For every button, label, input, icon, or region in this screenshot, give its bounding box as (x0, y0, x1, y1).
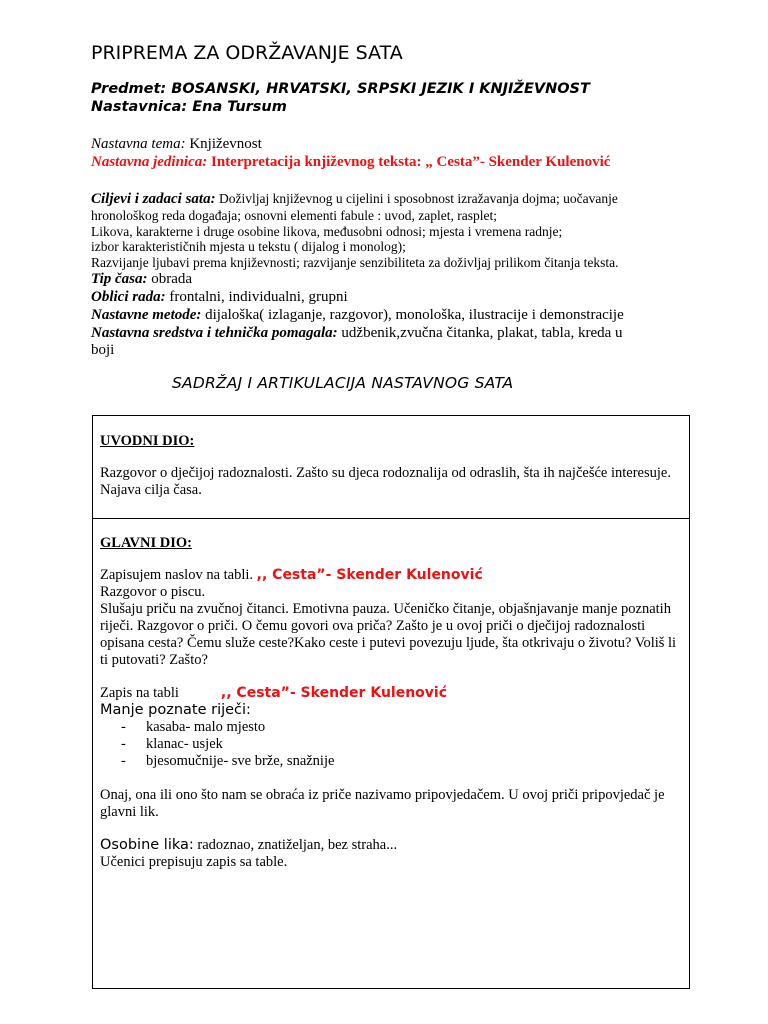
jedinica-line (91, 154, 610, 171)
ciljevi-block (91, 191, 618, 270)
tip-line (91, 271, 192, 288)
uvodni-section (92, 415, 690, 519)
list-item: - bjesomučnije- sve brže, snažnije (100, 753, 681, 770)
razgovor-line: Razgovor o piscu. (100, 584, 206, 600)
manje-label: Manje poznate riječi: (100, 702, 251, 718)
subject-line: Predmet: BOSANSKI, HRVATSKI, SRPSKI JEZIK I KNJIŽEVNOST (91, 81, 590, 97)
list-item: - klanac- usjek (100, 736, 681, 753)
section-heading: SADRŽAJ I ARTIKULACIJA NASTAVNOG SATA (172, 374, 514, 392)
tip-value: obrada (147, 271, 193, 287)
metode-line (91, 307, 624, 324)
naslov-line (100, 567, 681, 584)
main-paragraph: Slušaju priču na zvučnoj čitanci. Emotivna pauza. Učeničko čitanje, objašnjavanje manje poznatih riječi. Razgovor o priči. O čemu govori ova priča? Zašto je u ovoj priči o dječijoj radoznalosti opisana cesta? Čemu služe ceste?Kako ceste i putevi povezuju ljude, šta otkrivaju o životu? Voliš li ti putovati? Zašto? (100, 601, 677, 668)
osobine-line (100, 837, 681, 854)
tema-label: Nastavna tema: (91, 136, 186, 152)
glavni-heading: GLAVNI DIO: (100, 535, 192, 551)
jedinica-value: Interpretacija književnog teksta: „ Cesta”- Skender Kulenović (207, 154, 611, 170)
ciljevi-line-2: Likova, karakterne i druge osobine likova, međusobni odnosi; mjesta i vremena radnje; (91, 223, 563, 239)
glavni-section (92, 518, 690, 989)
page-title: PRIPREMA ZA ODRŽAVANJE SATA (91, 42, 403, 64)
metode-value: dijaloška( izlaganje, razgovor), monološka, ilustracije i demonstracije (201, 307, 624, 323)
tema-line (91, 136, 262, 153)
naslov-title: ,, Cesta”- Skender Kulenović (256, 567, 483, 583)
pripovjedac-text: Onaj, ona ili ono što nam se obraća iz priče nazivamo pripovjedačem. U ovoj priči pripovjedač je glavni lik. (100, 787, 665, 820)
prepisuju-line: Učenici prepisuju zapis sa table. (100, 854, 288, 870)
sredstva-line (91, 325, 623, 342)
ciljevi-line-0: Doživljaj književnog u cijelini i sposobnost izražavanja dojma; uočavanje (215, 191, 618, 206)
zapis-title: ,, Cesta”- Skender Kulenović (220, 685, 448, 701)
oblici-value: frontalni, individualni, grupni (165, 289, 348, 305)
metode-label: Nastavne metode: (91, 307, 202, 323)
uvodni-text: Razgovor o dječijoj radoznalosti. Zašto su djeca rodoznalija od odraslih, šta ih najčešće interesuje. (100, 465, 671, 481)
tip-label: Tip časa: (91, 271, 148, 287)
oblici-line (91, 289, 348, 306)
list-item: - kasaba- malo mjesto (100, 719, 681, 736)
tema-value: Književnost (185, 136, 262, 152)
uvodni-najava: Najava cilja časa. (100, 482, 202, 498)
sredstva-value: udžbenik,zvučna čitanka, plakat, tabla, kreda u (337, 325, 623, 341)
sredstva-label: Nastavna sredstva i tehnička pomagala: (91, 325, 338, 341)
ciljevi-line-1: hronološkog reda događaja; osnovni elementi fabule : uvod, zaplet, rasplet; (91, 208, 498, 223)
ciljevi-line-4: Razvijanje ljubavi prema književnosti; razvijanje senzibiliteta za doživljaj prilikom čitanja teksta. (91, 254, 619, 270)
word-list (100, 719, 681, 770)
zapis-line (100, 685, 681, 702)
naslov-prefix: Zapisujem naslov na tabli. (100, 567, 257, 583)
oblici-label: Oblici rada: (91, 289, 166, 305)
osobine-label: Osobine lika: (100, 837, 194, 853)
ciljevi-line-3: izbor karakterističnih mjesta u tekstu ( dijalog i monolog); (91, 239, 406, 254)
zapis-prefix: Zapis na tabli (100, 685, 179, 701)
jedinica-label: Nastavna jedinica: (91, 154, 208, 170)
ciljevi-label: Ciljevi i zadaci sata: (91, 191, 216, 207)
uvodni-heading: UVODNI DIO: (100, 433, 195, 449)
osobine-value: radoznao, znatiželjan, bez straha... (193, 837, 398, 853)
teacher-line: Nastavnica: Ena Tursum (91, 99, 287, 115)
sredstva-value-cont: boji (91, 342, 115, 358)
